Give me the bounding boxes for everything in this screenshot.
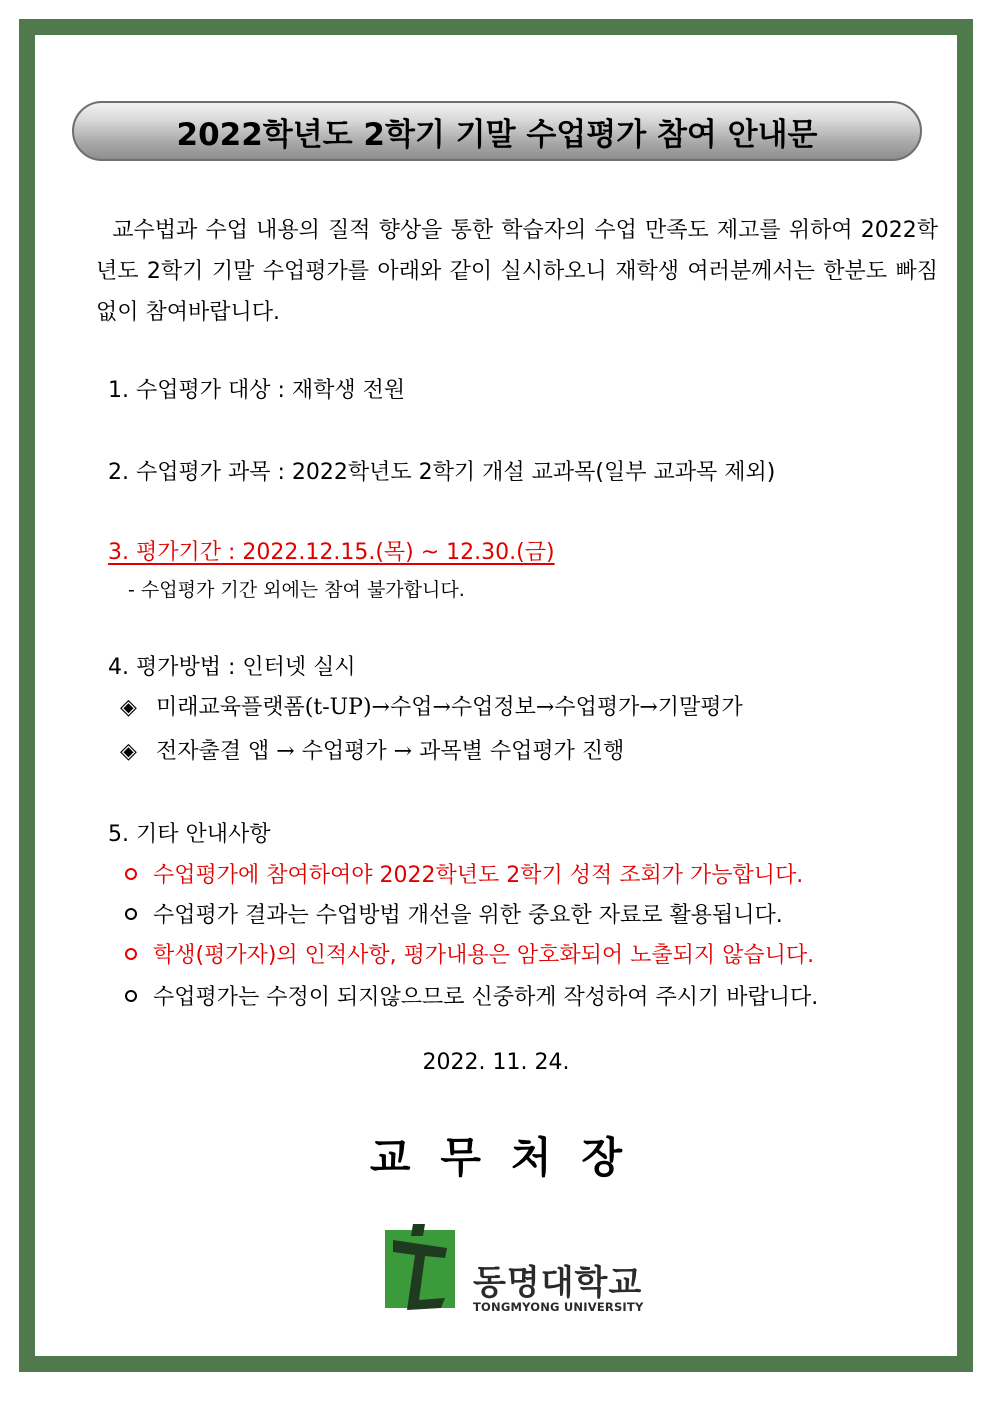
item-period: 3. 평가기간 : 2022.12.15.(목) ~ 12.30.(금)	[108, 540, 555, 565]
page-title: 2022학년도 2학기 기말 수업평가 참여 안내문	[176, 116, 818, 153]
method-path-1	[120, 690, 743, 721]
etc-bullet-3	[125, 938, 814, 969]
signer-title: 교무처장	[369, 1133, 653, 1182]
method-path-text: 전자출결 앱 → 수업평가 → 과목별 수업평가 진행	[156, 739, 625, 764]
circle-bullet-icon	[125, 948, 137, 960]
etc-bullet-2	[125, 898, 783, 929]
etc-bullet-text: 수업평가에 참여하여야 2022학년도 2학기 성적 조회가 가능합니다.	[153, 863, 804, 888]
item-period-note: - 수업평가 기간 외에는 참여 불가합니다.	[128, 579, 465, 601]
diamond-icon: ◈	[120, 739, 137, 764]
notice-date: 2022. 11. 24.	[422, 1050, 570, 1075]
method-path-2	[120, 734, 624, 765]
etc-bullet-text: 학생(평가자)의 인적사항, 평가내용은 암호화되어 노출되지 않습니다.	[153, 943, 815, 968]
item-target: 1. 수업평가 대상 : 재학생 전원	[108, 378, 406, 403]
circle-bullet-icon	[125, 868, 137, 880]
tongmyong-logo-icon	[385, 1222, 461, 1314]
item-subject: 2. 수업평가 과목 : 2022학년도 2학기 개설 교과목(일부 교과목 제외)	[108, 460, 776, 485]
etc-bullet-4	[125, 980, 818, 1011]
title-banner	[72, 101, 922, 161]
intro-paragraph	[96, 210, 938, 333]
method-path-text: 미래교육플랫폼(t-UP)→수업→수업정보→수업평가→기말평가	[156, 695, 743, 720]
etc-bullet-text: 수업평가 결과는 수업방법 개선을 위한 중요한 자료로 활용됩니다.	[153, 903, 783, 928]
item-etc: 5. 기타 안내사항	[108, 822, 271, 847]
circle-bullet-icon	[125, 908, 137, 920]
item-method: 4. 평가방법 : 인터넷 실시	[108, 655, 356, 680]
etc-bullet-1	[125, 858, 803, 889]
university-logo	[385, 1222, 645, 1322]
intro-text: 교수법과 수업 내용의 질적 향상을 통한 학습자의 수업 만족도 제고를 위하여 2022학년도 2학기 기말 수업평가를 아래와 같이 실시하오니 재학생 여러분께서는 한분도 빠짐없이 참여바랍니다.	[96, 218, 938, 325]
circle-bullet-icon	[125, 990, 137, 1002]
etc-bullet-text: 수업평가는 수정이 되지않으므로 신중하게 작성하여 주시기 바랍니다.	[153, 985, 819, 1010]
logo-name-en: TONGMYONG UNIVERSITY	[473, 1300, 644, 1314]
logo-name-ko: 동명대학교	[473, 1263, 643, 1303]
diamond-icon: ◈	[120, 695, 137, 720]
